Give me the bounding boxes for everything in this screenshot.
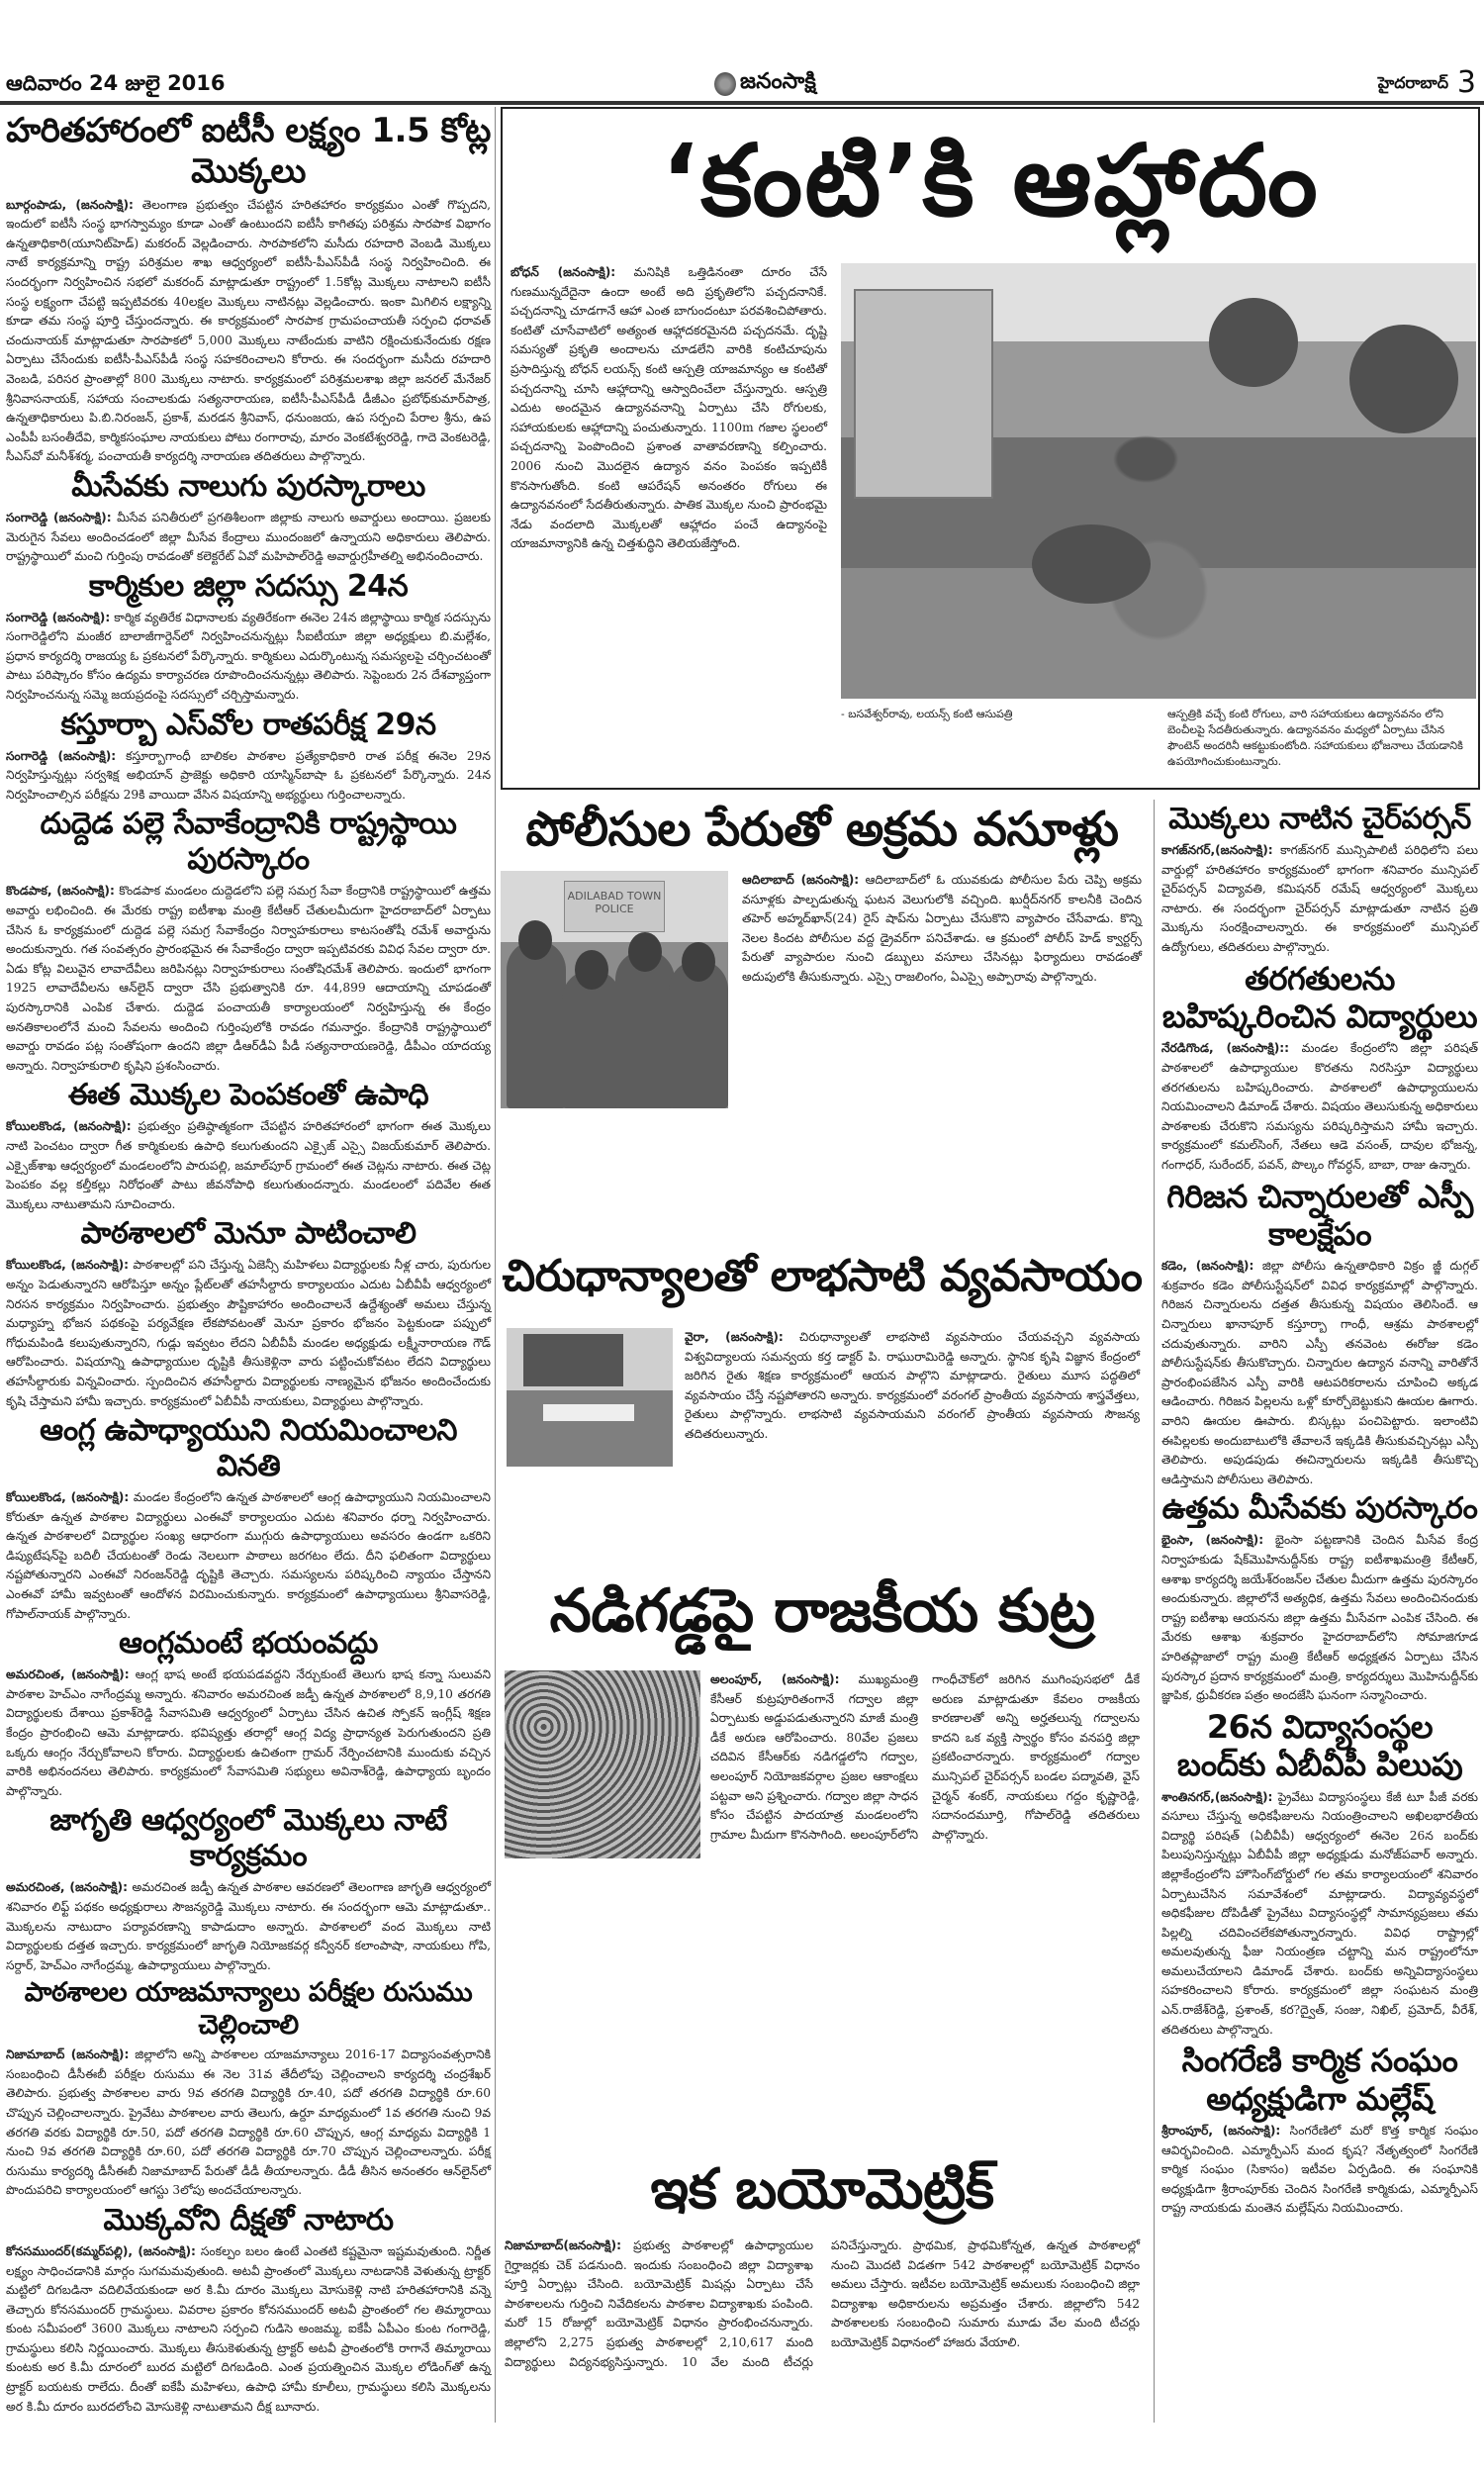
story-dateline: కోయిలకొండ, (జనంసాక్షి): [6, 1258, 130, 1273]
nadigadda-dateline: అలంపూర్‌, (జనంసాక్షి): [710, 1672, 840, 1686]
story-dateline: సంగారెడ్డి (జనంసాక్షి): [6, 510, 112, 524]
police-dateline: ఆదిలాబాద్‌ (జనంసాక్షి): [742, 873, 860, 887]
story-body: కార్మిక వ్యతిరేక విధానాలకు వ్యతిరేకంగా ఈనెల 24న జిల్లాస్థాయి కార్మిక సదస్సును సంగారెడ్డిలోని మంజీర బాలాజీగార్డెన్‌లో నిర్వహించనున్నట్లు సీఐటీయూ జిల్లా అధ్యక్షులు బి.మల్లేశం, ప్రధాన కార్యదర్శి రాజయ్య ఓ ప్రకటనలో పేర్కొన్నారు. కార్మికులు ఎదుర్కొంటున్న సమస్యలపై చర్చించటంతో పాటు పరిష్కారం కోసం ఉద్యమ కార్యాచరణ రూపొందించనున్నట్లు తెలిపారు. సెప్టెంబరు 2న దేశవ్యాప్తంగా నిర్వహించనున్న సమ్మె జయప్రదంపై సదస్సులో చర్చిస్తామన్నారు. [6, 610, 491, 703]
left-story [6, 805, 491, 1076]
story-dateline: శ్రీరాంపూర్‌, (జనంసాక్షి): [1161, 2124, 1281, 2139]
millets-headline: చిరుధాన్యాలతో లాభసాటి వ్యవసాయం [502, 1251, 1143, 1301]
right-story [1161, 1706, 1478, 2041]
police-photo [501, 871, 728, 1108]
story-body: కాగజ్‌నగర్‌ మున్సిపాలిటీ పరిధిలోని పలు వార్డుల్లో హరితహారం కార్యక్రమంలో భాగంగా శనివారం మున్సిపల్‌ చైర్‌పర్సన్‌ విద్యావతి, కమిషనర్‌ రమేష్‌ ఆధ్వర్యంలో మొక్కలు నాటారు. ఈ సందర్భంగా చైర్‌పర్సన్‌ మాట్లాడుతూ నాటిన ప్రతి మొక్కను సంరక్షించాలన్నారు. ఈ కార్యక్రమంలో మున్సిపల్‌ ఉద్యోగులు, తదితరులు పాల్గొన్నారు. [1161, 843, 1478, 954]
masthead-rule [0, 101, 1484, 105]
story-headline: 26న విద్యాసంస్థల బంద్‌కు ఏబీవీపీ పిలుపు [1176, 1707, 1463, 1784]
story-dateline: సంగారెడ్డి (జనంసాక్షి): [6, 748, 117, 763]
nadigadda-story [501, 1560, 1144, 2143]
story-body: ప్రభుత్వం ప్రతిష్ఠాత్మకంగా చేపట్టిన హరితహారంలో భాగంగా ఈత మొక్కలు నాటి పెంచటం ద్వారా గీత కార్మికులకు ఉపాధి కలుగుతుందని ఎక్సైజ్‌ ఎస్సై విజయ్‌కుమార్‌ తెలిపారు. ఎక్సైజ్‌శాఖ ఆధ్వర్యంలో మండలంలోని పారుపల్లి, జమాల్‌పూర్‌ గ్రామంలో ఈత చెట్లను నాటారు. ఈత చెట్ల పెంపకం వల్ల కల్తీకల్లు నిరోధంతో పాటు జీవనోపాధి కలుగుతుందన్నారు. మండలంలో పదివేల ఈత మొక్కలు నాటుతామని సూచించారు. [6, 1119, 491, 1211]
column-divider [1154, 800, 1155, 2423]
left-story [6, 2201, 491, 2417]
left-story [6, 1801, 491, 1975]
left-story [6, 1214, 491, 1411]
story-dateline: బూర్గంపాడు, (జనంసాక్షి): [6, 197, 134, 212]
story-headline: తరగతులను బహిష్కరించిన విద్యార్థులు [1161, 959, 1478, 1035]
nadigadda-headline: నడిగడ్డపై రాజకీయ కుట్ర [549, 1576, 1095, 1646]
lead-story [501, 107, 1480, 790]
story-dateline: కోనసముందర్‌(కమ్మర్‌పల్లి), (జనంసాక్షి): [6, 2243, 196, 2258]
story-dateline: కొండపాక, (జనంసాక్షి): [6, 884, 115, 899]
story-body: పాఠశాలల్లో పని చేస్తున్న ఏజెన్సీ మహిళలు విద్యార్థులకు నీళ్ల చారు, పురుగుల అన్నం పెడుతున్నారని ఆరోపిస్తూ అన్నం ప్లేట్‌లతో తహసీల్దారు కార్యాలయం ఎదుట ఏబీవీపీ ఆధ్వర్యంలో నిరసన కార్యక్రమం నిర్వహించారు. ప్రభుత్వం పౌష్టికాహారం అందించాలనే ఉద్దేశ్యంతో అమలు చేస్తున్న మధ్యాహ్న భోజన పథకంపై పర్యవేక్షణ లేకపోవటంతో మెనూ ప్రకారం భోజనం పెట్టకుండా పప్పులో గోధుమపిండి కలుపుతున్నారని, గుడ్లు ఇవ్వటం లేదని ఏబీవీపీ మండల అధ్యక్షుడు లక్ష్మీనారాయణ గౌడ్‌ ఆరోపించారు. విషయాన్ని ఉపాధ్యాయుల దృష్టికి తీసుకెళ్లినా వారు పట్టించుకోవటం లేదని విద్యార్థులు తహసీల్దారుకు విన్నవించారు. స్పందించిన తహసీల్దారు విద్యార్థులకు నాణ్యమైన భోజనం అందించేందుకు కృషి చేస్తామని హామీ ఇచ్చారు. కార్యక్రమంలో ఏబీవీపీ నాయకులు, విద్యార్థులు పాల్గొన్నారు. [6, 1258, 491, 1408]
story-headline: దుద్దెడ పల్లె సేవాకేంద్రానికి రాష్ట్రస్థాయి పురస్కారం [40, 807, 457, 878]
story-dateline: అమరచింత, (జనంసాక్షి): [6, 1667, 130, 1682]
left-story [6, 1975, 491, 2201]
left-story [6, 1411, 491, 1624]
story-headline: హరితహారంలో ఐటీసీ లక్ష్యం 1.5 కోట్ల మొక్కలు [6, 111, 491, 191]
left-story [6, 109, 491, 467]
lead-dateline: బోధన్‌ (జనంసాక్షి): [510, 265, 616, 279]
story-dateline: నేరడిగొండ, (జనంసాక్షి):: [1161, 1041, 1290, 1056]
right-story [1161, 958, 1478, 1176]
story-headline: ఆంగ్ల ఉపాధ్యాయుని నియమించాలని వినతి [40, 1413, 457, 1484]
biometric-dateline: నిజామాబాద్‌(జనంసాక్షి): [505, 2238, 621, 2252]
story-headline: మీసేవకు నాలుగు పురస్కారాలు [71, 468, 425, 504]
millets-body: చిరుధాన్యాలతో లాభసాటి వ్యవసాయం చేయవచ్చని వ్యవసాయ విశ్వవిద్యాలయ సమన్వయ కర్త డాక్టర్‌ పి. రాఘురామిరెడ్డి అన్నారు. స్థానిక కృషి విజ్ఞాన కేంద్రంలో జరిగిన రైతు శిక్షణ కార్యక్రమంలో ఆయన పాల్గొని మాట్లాడారు. రైతులు మూస పద్ధతిలో వ్యవసాయం చేస్తే నష్టపోతారని అన్నారు. కార్యక్రమంలో వరంగల్‌ ప్రాంతీయ వ్యవసాయ శాస్త్రవేత్తలు, రైతులు పాల్గొన్నారు. లాభసాటి వ్యవసాయమని వరంగల్‌ ప్రాంతీయ వ్యవసాయ సౌజన్య తదితరులున్నారు. [685, 1330, 1140, 1441]
story-dateline: కోయిలకొండ, (జనంసాక్షి): [6, 1490, 130, 1505]
story-dateline: శాంతినగర్‌,(జనంసాక్షి): [1161, 1789, 1273, 1804]
edition-city: హైదరాబాద్ [1377, 73, 1448, 92]
story-body: తెలంగాణ ప్రభుత్వం చేపట్టిన హరితహారం కార్యక్రమం ఎంతో గొప్పదని, ఇందులో ఐటీసీ సంస్థ భాగస్వామ్యం కూడా ఎంతో ఉంటుందని ఐటీసీ కాగితపు పరిశ్రమ సారపాక విభాగం ఉన్నతాధికారి(యూనిట్‌హెడ్‌) మకరంద్‌ వెల్లడించారు. సారపాకలోని మసీదు రహదారి వెంబడి మొక్కలు నాటే కార్యక్రమాన్ని రాష్ట్ర పరిశ్రమల శాఖ ఆధ్వర్యంలో ఐటీసీ-పీఎస్‌పీడీ సంస్థ నిర్వహించింది. ఈ సందర్భంగా నిర్వహించిన సభలో మకరంద్‌ మాట్లాడుతూ రాష్ట్రంలో 1.5కోట్ల మొక్కలు నాటాలని ఐటీసీ సంస్థ లక్ష్యంగా చేపట్టి ఇప్పటివరకు 40లక్షల మొక్కలు నాటినట్లు వెల్లడించారు. ఇంకా మిగిలిన లక్ష్యాన్ని కూడా తమ సంస్థ పూర్తి చేస్తుందన్నారు. ఈ కార్యక్రమంలో సారపాక గ్రామపంచాయతీ సర్పంచి ధరావత్‌ చందునాయక్‌ మాట్లాడుతూ సారపాకలో 5,000 మొక్కలు నాటేందుకు వాటిని రక్షించుకునేందుకు రక్షణ ఏర్పాటు చేసేందుకు ఐటీసీ-పీఎస్‌పీడీ సంస్థ సహకరించాలని కోరారు. ఈ సందర్భంగా మసీదు రహదారి వెంబడి, పరిసర ప్రాంతాల్లో 800 మొక్కలు నాటారు. కార్యక్రమంలో పరిశ్రమలశాఖ జిల్లా జనరల్‌ మేనేజర్‌ శ్రీనివాసనాయక్‌, సహాయ సంచాలకుడు సత్యనారాయణ, ఐటీసీ-పీఎస్‌పీడీ డీజీఎం ప్రబోధ్‌కుమార్‌పాత్ర, ఉన్నతాధికారులు పి.బి.నిరంజన్‌, ప్రకాశ్‌, మరడన శ్రీనివాస్‌, ధనుంజయ, ఉప సర్పంచి పేరాల శ్రీను, ఉప ఎంపీపీ బసంతీదేవి, కార్మికసంఘాల నాయకులు పోటు రంగారావు, మారం వెంకటేశ్వరరెడ్డి, గాదె వెంకటరెడ్డి, సీఎస్‌వో మనీశ్‌శర్మ, పంచాయతీ కార్యదర్శి నారాయణ తదితరులు పాల్గొన్నారు. [6, 197, 492, 464]
emblem-icon [714, 72, 736, 96]
right-story [1161, 1176, 1478, 1490]
story-body: జిల్లా పోలీసు ఉన్నతాధికారి విక్రం జ్జీ దుగ్గల్‌ శుక్రవారం కడెం పోలీసుస్టేషన్‌లో వివిధ కార్యక్రమాల్లో పాల్గొన్నారు. గిరిజన చిన్నారులను దత్తత తీసుకున్న విషయం తెలిసిందే. ఆ చిన్నారులు ఖానాపూర్‌ కస్తూర్బా గాంధీ, ఆశ్రమ పాఠశాలల్లో చదువుతున్నారు. వారిని ఎస్పీ తనవెంట ఈరోజు కడెం పోలీసుస్టేషన్‌కు తీసుకొచ్చారు. చిన్నారుల ఉద్యాన వనాన్ని వారితోనే ప్రారంభింపజేసిన ఎస్పీ వారికి ఆటపరికరాలను చూపించి అక్కడ ఆడించారు. గిరిజన పిల్లలను ఒళ్లో కూర్చోబెట్టుకుని ఊయల ఊగారు. వారిని ఊయల ఊపారు. బిస్కట్లు పంచిపెట్టారు. ఇలాంటివి ఈపిల్లలకు అందుబాటులోకి తేవాలనే ఇక్కడికి తీసుకువచ్చినట్లు ఎస్పీ తెలిపారు. అపుడపుడు ఈచిన్నారులను ఇక్కడికి తీసుకొచ్చి ఆడిస్తామని పోలీసులు తెలిపారు. [1161, 1259, 1478, 1486]
story-body: సంకల్పం బలం ఉంటే ఎంతటి కష్టమైనా ఇష్టమవుతుంది. నిర్ణీత లక్ష్యం సాధించడానికి మార్గం సుగమమవుతుంది. అటవీ ప్రాంతంలో మొక్కలు నాటడానికి వెళుతున్న ట్రాక్టర్‌ మట్టిలో దిగబడినా వదిలివేయకుండా అర కి.మీ దూరం మొక్కలు మోసుకెళ్లి నాటి హరితహారానికి వన్నె తెచ్చారు కోనసముందర్‌ గ్రామస్థులు. వివరాల ప్రకారం కోనసముందర్‌ అటవీ ప్రాంతంలో గల తిమ్మారాయి కుంట సమీపంలో 3600 మొక్కలు నాటాలని సర్పంచి గుడిసె అంజమ్మ, ఐకేపీ ఏపీఎం కుంట గంగారెడ్డి, గ్రామస్థులు కలిసి నిర్ణయించారు. మొక్కలు తీసుకెళుతున్న ట్రాక్టర్‌ అటవీ ప్రాంతంలోకి రాగానే తిమ్మారాయి కుంటకు అర కి.మీ దూరంలో బురద మట్టిలో దిగబడింది. ఎంత ప్రయత్నించిన మొక్కల లోడింగ్‌తో ఉన్న ట్రాక్టర్‌ బయటకు రాలేదు. దీంతో ఐకేపీ మహిళలు, ఉపాధి హామీ కూలీలు, గ్రామస్థులు కలిసి మొక్కలను అర కి.మీ దూరం బురదలోంచి మోసుకెళ్లి నాటుతామని దీక్ష బూనారు. [6, 2243, 491, 2414]
biometric-body: ప్రభుత్వ పాఠశాలల్లో ఉపాధ్యాయుల గైర్హాజర్లకు చెక్‌ పడనుంది. ఇందుకు సంబంధించి జిల్లా విద్యాశాఖ పూర్తి ఏర్పాట్లు చేసింది. బయోమెట్రిక్‌ మిషన్లు ఏర్పాటు చేసే పాఠశాలలను గుర్తించి నివేదికలను పాఠశాల విద్యాశాఖకు పంపింది. మరో 15 రోజుల్లో బయోమెట్రిక్‌ విధానం ప్రారంభించనున్నారు. జిల్లాలోని 2,275 ప్రభుత్వ పాఠశాలల్లో 2,10,617 మంది విద్యార్థులు విద్యనభ్యసిస్తున్నారు. 10 వేల మంది టీచర్లు పనిచేస్తున్నారు. ప్రాథమిక, ప్రాథమికోన్నత, ఉన్నత పాఠశాలల్లో నుంచి మొదటి విడతగా 542 పాఠశాలల్లో బయోమెట్రిక్‌ విధానం అమలు చేస్తారు. ఇటీవల బయోమెట్రిక్‌ అమలుకు సంబంధించి జిల్లా విద్యాశాఖ అధికారులను అప్రమత్తం చేశారు. జిల్లాలోని 542 పాఠశాలలకు సంబంధించి సుమారు మూడు వేల మంది టీచర్లు బయోమెట్రిక్‌ విధానంలో హాజరు వేయాలి. [505, 2238, 1140, 2369]
right-column [1161, 800, 1478, 2432]
story-body: మండల కేంద్రంలోని జిల్లా పరిషత్‌ పాఠశాలలో ఉపాధ్యాయుల కొరతను నిరసిస్తూ విద్యార్థులు తరగతులను బహిష్కరించారు. పాఠశాలలో ఉపాధ్యాయులను నియమించాలని డిమాండ్‌ చేశారు. విషయం తెలుసుకున్న అధికారులు పాఠశాలకు చేరుకొని సమస్యను పరిష్కరిస్తామని హామీ ఇచ్చారు. కార్యక్రమంలో కమల్‌సింగ్‌, నేతలు ఆడె వసంత్‌, దావుల భోజన్న, గంగాధర్‌, సురేందర్‌, పవన్‌, పొల్కం గోవర్ధన్‌, బాబా, రాజు ఉన్నారు. [1161, 1041, 1478, 1172]
biometric-story [501, 2147, 1144, 2434]
left-story [6, 706, 491, 806]
left-story [6, 1624, 491, 1801]
left-story [6, 1076, 491, 1214]
lead-body-right: ఆస్పత్రికి వచ్చే కంటి రోగులు, వారి సహాయకులు ఉద్యానవనం లోని బెంచీలపై సేదతీరుతున్నారు. ఉద్యానవనం మధ్యలో ఏర్పాటు చేసిన ఫౌంటెన్‌ అందరినీ ఆకట్టుకుంటోంది. సహాయకులు భోజనాలు చేయడానికి ఉపయోగించుకుంటున్నారు. [1167, 708, 1463, 768]
meeting-photo [507, 1328, 673, 1467]
story-headline: సింగరేణి కార్మిక సంఘం అధ్యక్షుడిగా మల్లేష్‌ [1181, 2042, 1458, 2118]
story-body: అమరచింత జడ్పీ ఉన్నత పాఠశాల ఆవరణలో తెలంగాణ జాగృతి ఆధ్వర్యంలో శనివారం లిఫ్ట్‌ పథకం అధ్యక్షురాలు సౌజన్యరెడ్డి మొక్కలు నాటారు. ఈ సందర్భంగా ఆమె మాట్లాడుతూ.. మొక్కలను నాటుదాం పర్యావరణాన్ని కాపాడుదాం అన్నారు. పాఠశాలలో వంద మొక్కలు నాటి విద్యార్థులకు దత్తత ఇచ్చారు. కార్యక్రమంలో జాగృతి నియోజకవర్గ కన్వీనర్‌ కలాంపాషా, నాయకులు గోపి, సర్దార్‌, హెచ్‌ఎం నాగేంద్రమ్మ, ఉపాధ్యాయులు పాల్గొన్నారు. [6, 1880, 492, 1972]
police-body: ఆదిలాబాద్‌లో ఓ యువకుడు పోలీసుల పేరు చెప్పి అక్రమ వసూళ్లకు పాల్పడుతున్న ఘటన వెలుగులోకి వచ్చింది. ఖుర్షీద్‌నగర్‌ కాలనీకి చెందిన తహెర్‌ అహ్మద్‌ఖాన్‌(24) రైస్‌ షాప్‌ను ఏర్పాటు చేసుకొని వ్యాపారం చేసేవాడు. కొన్ని నెలల కిందట పోలీసుల వద్ద డ్రైవర్‌గా పనిచేశాడు. ఆ క్రమంలో పోలీస్‌ హెడ్‌ క్వార్టర్స్‌ పేరుతో వ్యాపారుల నుంచి డబ్బులు వసూలు చేసినట్లు ఫిర్యాదులు రావడంతో అదుపులోకి తీసుకున్నారు. ఎస్సై రాజలింగం, ఏఎస్సై అప్పారావు పాల్గొన్నారు. [742, 873, 1142, 984]
story-body: మండల కేంద్రంలోని ఉన్నత పాఠశాలలో ఆంగ్ల ఉపాధ్యాయుని నియమించాలని కోరుతూ ఉన్నత పాఠశాల విద్యార్థులు ఎంఈవో కార్యాలయం ఎదుట శనివారం ధర్నా నిర్వహించారు. ఉన్నత పాఠశాలలో విద్యార్థుల సంఖ్య ఆధారంగా ముగ్గురు ఉపాధ్యాయులు అవసరం ఉండగా ఒకరిని డిప్యుటేషన్‌పై బదిలీ చేయటంతో రెండు నెలలుగా పాఠాలు జరగటం లేదు. దీని ఫలితంగా విద్యార్థులు నష్టపోతున్నారని ఎంఈవో నిరంజన్‌రెడ్డి దృష్టికి తెచ్చారు. సమస్యలను పరిష్కరించి న్యాయం చేస్తానని ఎంఈవో హామీ ఇవ్వటంతో ఆందోళన విరమించుకున్నారు. కార్యక్రమంలో ఉపాధ్యాయులు శ్రీనివాసరెడ్డి, గోపాల్‌నాయక్‌ పాల్గొన్నారు. [6, 1490, 491, 1621]
story-body: సింగరేణిలో మరో కొత్త కార్మిక సంఘం ఆవిర్భవించింది. ఎమ్మార్పీఎస్‌ మంద కృష? నేతృత్వంలో సింగరేణి కార్మిక సంఘం (సికాసం) ఇటీవల ఏర్పడింది. ఈ సంఘానికి అధ్యక్షుడిగా శ్రీరాంపూర్‌కు చెందిన సింగరేణి కార్మికుడు, ఎమ్మార్పీఎస్‌ రాష్ట్ర నాయకుడు మంతెన మల్లేష్‌ను నియమించారు. [1161, 2124, 1478, 2216]
story-dateline: సంగారెడ్డి (జనంసాక్షి): [6, 610, 111, 624]
millets-dateline: వైరా, (జనంసాక్షి): [685, 1330, 784, 1344]
lead-quote-attribution: - బసవేశ్వర్‌రావు, లయన్స్‌ కంటి ఆసుపత్రి [841, 708, 1013, 720]
newspaper-logo [714, 69, 816, 99]
column-divider [495, 107, 496, 2423]
story-body: కస్తూర్బాగాంధీ బాలికల పాఠశాల ప్రత్యేకాధికారి రాత పరీక్ష ఈనెల 29న నిర్వహిస్తున్నట్లు సర్వశిక్ష అభియాన్‌ ప్రాజెక్టు అధికారి యాస్మిన్‌బాషా ఓ ప్రకటనలో పేర్కొన్నారు. 24న నిర్వహించాల్సిన పరీక్షను 29కి వాయిదా వేసిన విషయాన్ని అభ్యర్థులు గుర్తించాలన్నారు. [6, 748, 491, 802]
story-headline: ఉత్తమ మీసేవకు పురస్కారం [1161, 1491, 1478, 1527]
police-story [501, 800, 1144, 1225]
garden-photo [841, 263, 1476, 699]
story-dateline: భైంసా, (జనంసాక్షి): [1161, 1533, 1264, 1548]
story-body: భైంసా పట్టణానికి చెందిన మీసేవ కేంద్ర నిర్వాహకుడు షేక్‌మొహినుద్దీన్‌కు రాష్ట్ర ఐటీశాఖమంత్రి కేటీఆర్‌, ఆశాఖ కార్యదర్శి జయేశ్‌రంజన్‌ల చేతుల మీదుగా ఉత్తమ పురస్కారం అందుకున్నారు. జిల్లాలోనే అత్యధిక, ఉత్తమ సేవలు అందించినందుకు రాష్ట్ర ఐటీశాఖ ఆయనను జిల్లా ఉత్తమ మీసేవగా ఎంపిక చేసింది. ఈ మేరకు ఆశాఖ శుక్రవారం హైదరాబాద్‌లోని సోమాజిగూడ హరితప్లాజాలో రాష్ట్ర మంత్రి కేటీఆర్‌ అధ్యక్షతన ఏర్పాటు చేసిన పురస్కార ప్రదాన కార్యక్రమంలో మంత్రి, కార్యదర్శులు మొహినుద్దీన్‌కు జ్ఞాపిక, ధ్రువీకరణ పత్రం అందజేసి ఘనంగా సన్మానించారు. [1161, 1533, 1479, 1703]
left-story [6, 467, 491, 567]
lead-body: మనిషికి ఒత్తిడినంతా దూరం చేసే గుణమున్నదేదైనా ఉందా అంటే అది ప్రకృతిలోని పచ్చదనానికే. పచ్చదనాన్ని చూడగానే ఆహా ఎంత బాగుందంటూ పరవశించిపోతారు. కంటితో చూసేవాటిలో అత్యంత ఆహ్లాదకరమైనది పచ్చదనమే. దృష్టి సమస్యతో ప్రకృతి అందాలను చూడలేని వారికి కంటిచూపును ప్రసాదిస్తున్న బోధన్‌ లయన్స్‌ కంటి ఆస్పత్రి యాజమాన్యం ఆ కంటితో పచ్చదనాన్ని చూసి ఆహ్లాదాన్ని ఆస్వాదించేలా చేస్తున్నారు. ఆస్పత్రి ఎదుట అందమైన ఉద్యానవనాన్ని ఏర్పాటు చేసి రోగులకు, సహాయకులకు ఆహ్లాదాన్ని పంచుతున్నారు. 1100m గజాల స్థలంలో పచ్చదనాన్ని పెంపొందించి ప్రశాంత వాతావరణాన్ని కల్పించారు. 2006 నుంచి మొదలైన ఉద్యాన వనం పెంపకం ఇప్పటికీ కొనసాగుతోంది. కంటి ఆపరేషన్‌ అనంతరం రోగులు ఈ ఉద్యానవనంలో సేదతీరుతున్నారు. పాతిక మొక్కల నుంచి ప్రారంభమై నేడు వందలాది మొక్కలతో ఆహ్లాదం పంచే ఉద్యానంపై యాజమాన్యానికి ఉన్న చిత్తశుద్ధిని తెలియజేస్తోంది. [510, 265, 828, 551]
story-dateline: నిజామాబాద్‌ (జనంసాక్షి): [6, 2047, 130, 2062]
story-body: ఆంగ్ల భాష అంటే భయపడవద్దని నేర్చుకుంటే తెలుగు భాష కన్నా సులువని పాఠశాల హెచ్‌ఎం నాగేంద్రమ్మ అన్నారు. శనివారం అమరచింత జడ్పీ ఉన్నత పాఠశాలలో 8,9,10 తరగతి విద్యార్థులకు దేశాయి ప్రకాశ్‌రెడ్డి సేవాసమితి ఆధ్వర్యంలో ఏర్పాటు చేసిన ఉచిత స్పోకన్‌ ఇంగ్లీష్‌ శిక్షణ కేంద్రం ప్రారంభించి ఆమె మాట్లాడారు. భవిష్యత్తు తరాల్లో ఆంగ్ల విద్య ప్రాధాన్యత పెరుగుతుందని ప్రతి ఒక్కరు ఆంగ్లం నేర్చుకోవాలని కోరారు. విద్యార్థులకు ఉచితంగా గ్రామర్‌ నేర్పించటానికి ముందుకు వచ్చిన వారికి అభినందనలు తెలిపారు. కార్యక్రమంలో సేవాసమితి సభ్యులు అవినాశ్‌రెడ్డి, ఉపాధ్యాయ బృందం పాల్గొన్నారు. [6, 1667, 491, 1798]
masthead [0, 0, 1484, 107]
page-number: 3 [1456, 65, 1476, 100]
police-headline: పోలీసుల పేరుతో అక్రమ వసూళ్లు [525, 802, 1119, 857]
story-headline: మొక్కలు నాటిన చైర్‌పర్సన్‌ [1168, 802, 1471, 836]
right-story [1161, 1489, 1478, 1705]
story-body: ప్రైవేటు విద్యాసంస్థలు కేజీ టూ పీజీ వరకు వసూలు చేస్తున్న అధికఫీజులను నియంత్రించాలని అఖిలభారతీయ విద్యార్థి పరిషత్‌ (ఏబీవీపీ) ఆధ్వర్యంలో ఈనెల 26న బంద్‌కు పిలుపునిస్తున్నట్లు ఏబీవీపీ జిల్లా అధ్యక్షుడు మనోజ్‌పవార్‌ అన్నారు. జిల్లాకేంద్రంలోని హౌసింగ్‌బోర్డులో గల తమ కార్యాలయంలో శనివారం ఏర్పాటుచేసిన సమావేశంలో మాట్లాడారు. విద్యావ్యవస్థలో అధికఫీజుల దోపిడీతో ప్రైవేటు విద్యాసంస్థల్లో సామాన్యప్రజలు తమ పిల్లల్ని చదివించలేకపోతున్నారన్నారు. వివిధ రాష్ట్రాల్లో అమలవుతున్న ఫీజు నియంత్రణ చట్టాన్ని మన రాష్ట్రంలోనూ అమలుచేయాలని డిమాండ్‌ చేశారు. బంద్‌కు అన్నివిద్యాసంస్థలు సహకరించాలని కోరారు. కార్యక్రమంలో జిల్లా సంఘటన మంత్రి ఎన్‌.రాజేశ్‌రెడ్డి, ప్రశాంత్‌, కర?ద్వైత్‌, సంజు, నిఖిల్‌, ప్రమోద్‌, వీరేశ్‌, తదితరులు పాల్గొన్నారు. [1161, 1789, 1479, 2037]
story-dateline: అమరచింత, (జనంసాక్షి): [6, 1880, 128, 1895]
story-dateline: కడెం, (జనంసాక్షి): [1161, 1259, 1254, 1274]
story-headline: ఈత మొక్కల పెంపకంతో ఉపాధి [67, 1078, 429, 1113]
story-dateline: కోయిలకొండ, (జనంసాక్షి): [6, 1119, 132, 1134]
lead-headline: ‘కంటి’కి ఆహ్లాదం [661, 123, 1320, 238]
story-headline: ఆంగ్లమంటే భయంవద్దు [119, 1626, 378, 1662]
story-headline: పాఠశాలల యాజమాన్యాలు పరీక్షల రుసుము చెల్లించాలి [24, 1977, 473, 2041]
logo-text: జనంసాక్షి [740, 69, 816, 94]
story-headline: కస్తూర్బా ఎస్‌వోల రాతపరీక్ష 29న [60, 707, 436, 742]
police-photo-banner: ADILABAD TOWN POLICE [564, 881, 664, 933]
story-headline: గిరిజన చిన్నారులతో ఎస్పీ కాలక్షేపం [1166, 1177, 1473, 1253]
story-dateline: కాగజ్‌నగర్‌,(జనంసాక్షి): [1161, 843, 1273, 857]
millets-story [501, 1235, 1144, 1552]
story-headline: కార్మికుల జిల్లా సదస్సు 24న [88, 568, 409, 604]
crowd-photo [505, 1670, 700, 1858]
edition-date: ఆదివారం 24 జులై 2016 [6, 71, 226, 95]
right-story [1161, 2040, 1478, 2219]
story-headline: మొక్కవోని దీక్షతో నాటారు [103, 2202, 394, 2237]
story-headline: జాగృతి ఆధ్వర్యంలో మొక్కలు నాటే కార్యక్రమం [49, 1803, 447, 1874]
story-headline: పాఠశాలలో మెనూ పాటించాలి [80, 1216, 417, 1252]
left-column [6, 109, 492, 2414]
story-body: కొండపాక మండలం దుద్దెడలోని పల్లె సమగ్ర సేవా కేంద్రానికి రాష్ట్రస్థాయిలో ఉత్తమ అవార్డు లభించింది. ఈ మేరకు రాష్ట్ర ఐటీశాఖ మంత్రి కేటీఆర్‌ చేతులమీదుగా హైదరాబాద్‌లో ఏర్పాటు చేసిన ఓ కార్యక్రమంలో దుద్దెడ పల్లె సమగ్ర సేవాకేంద్రం నిర్వాహకురాలు కాటసంతోషీ రమేశ్‌ అవార్డును అందుకున్నారు. గత సంవత్సరం ప్రారంభమైన ఈ సేవాకేంద్రం ద్వారా ఇప్పటివరకు వివిధ సేవల ద్వారా రూ. ఏడు కోట్ల విలువైన లావాదేవీలు జరిపినట్లు నిర్వాహకురాలు సంతోషిరమేశ్‌ తెలిపారు. ఇందులో భాగంగా 1925 లావాదేవీలను ఆన్‌లైన్‌ ద్వారా చేసి ప్రభుత్వానికి రూ. 44,899 ఆదాయాన్ని చూపడంతో పురస్కారానికి ఎంపిక చేశారు. దుద్దెడ పంచాయతీ కార్యాలయంలో నిర్వహిస్తున్న ఈ కేంద్రం అనతికాలంలోనే మంచి సేవలను అందించి గుర్తింపులోకి రావడం గమనార్హం. కేంద్రానికి రాష్ట్రస్థాయిలో అవార్డు రావడం పట్ల సంతోషంగా ఉందని జిల్లా డీఆర్‌డీఏ పీడీ సత్యనారాయణరెడ్డి, డీపీఎం యాదయ్య అన్నారు. నిర్వాహకురాలి కృషిని ప్రశంసించారు. [6, 884, 491, 1073]
biometric-headline: ఇక బయోమెట్రిక్‌ [650, 2157, 994, 2222]
nadigadda-body: ముఖ్యమంత్రి కేసీఆర్‌ కుట్రపూరితంగానే గద్వాల జిల్లా ఏర్పాటుకు అడ్డుపడుతున్నారని మాజీ మంత్రి డీకే అరుణ ఆరోపించారు. 80వేల ప్రజలు చదివిన కేసీఆర్‌కు నడిగడ్డలోని గద్వాల, అలంపూర్‌ నియోజకవర్గాల ప్రజల ఆకాంక్షలు పట్టవా అని ప్రశ్నించారు. గద్వాల జిల్లా సాధన కోసం చేపట్టిన పాదయాత్ర మండలంలోని గ్రామాల మీదుగా కొనసాగింది. అలంపూర్‌లోని గాంధీచౌక్‌లో జరిగిన ముగింపుసభలో డీకే అరుణ మాట్లాడుతూ కేవలం రాజకీయ కారణాలతో అన్ని అర్హతలున్న గద్వాలను కాదని ఒక వ్యక్తి స్వార్థం కోసం వనపర్తి జిల్లా ప్రకటించారన్నారు. కార్యక్రమంలో గద్వాల మున్సిపల్‌ చైర్‌పర్సన్‌ బండల పద్మావతి, వైస్‌ చైర్మన్‌ శంకర్‌, నాయకులు గద్దం కృష్ణారెడ్డి, సదానందమూర్తి, గోపాల్‌రెడ్డి తదితరులు పాల్గొన్నారు. [710, 1672, 1140, 1842]
left-story [6, 567, 491, 706]
story-body: మీసేవ పనితీరులో ప్రగతిశీలంగా జిల్లాకు నాలుగు అవార్డులు అందాయి. ప్రజలకు మెరుగైన సేవలు అందించడంలో జిల్లా మీసేవ కేంద్రాలు ముందంజలో ఉన్నాయని అధికారులు తెలిపారు. రాష్ట్రస్థాయిలో మంచి గుర్తింపు రావడంతో కలెక్టరేట్‌ ఏవో మహిపాల్‌రెడ్డి అవార్డుగ్రహీతల్ని అభినందించారు. [6, 510, 492, 564]
right-story [1161, 800, 1478, 958]
story-body: జిల్లాలోని అన్ని పాఠశాలల యాజమాన్యాలు 2016-17 విద్యాసంవత్సరానికి సంబంధించి డీసీఈబీ పరీక్షల రుసుము ఈ నెల 31వ తేదీలోపు చెల్లించాలని కార్యదర్శి చంద్రశేఖర్‌ తెలిపారు. ప్రభుత్వ పాఠశాలల వారు 9వ తరగతి విద్యార్థికి రూ.40, పదో తరగతి విద్యార్థికి రూ.60 చొప్పున చెల్లించాలన్నారు. ప్రైవేటు పాఠశాలల వారు తెలుగు, ఉర్దూ మాధ్యమంలో 1వ తరగతి నుంచి 9వ తరగతి వరకు విద్యార్థికి రూ.50, పదో తరగతి విద్యార్థికి రూ.60 చొప్పున, ఆంగ్ల మాధ్యమ విద్యార్థికి 1 నుంచి 9వ తరగతి విద్యార్థికి రూ.60, పదో తరగతి విద్యార్థికి రూ.70 చొప్పున చెల్లించాలన్నారు. పరీక్ష రుసుము కార్యదర్శి డీసీఈబీ నిజామాబాద్‌ పేరుతో డీడీ తీయాలన్నారు. డీడీ తీసిన అనంతరం ఆన్‌లైన్‌లో పొందుపరిచి కార్యాలయంలో ఆగస్టు 3లోపు అందచేయాలన్నారు. [6, 2047, 491, 2198]
